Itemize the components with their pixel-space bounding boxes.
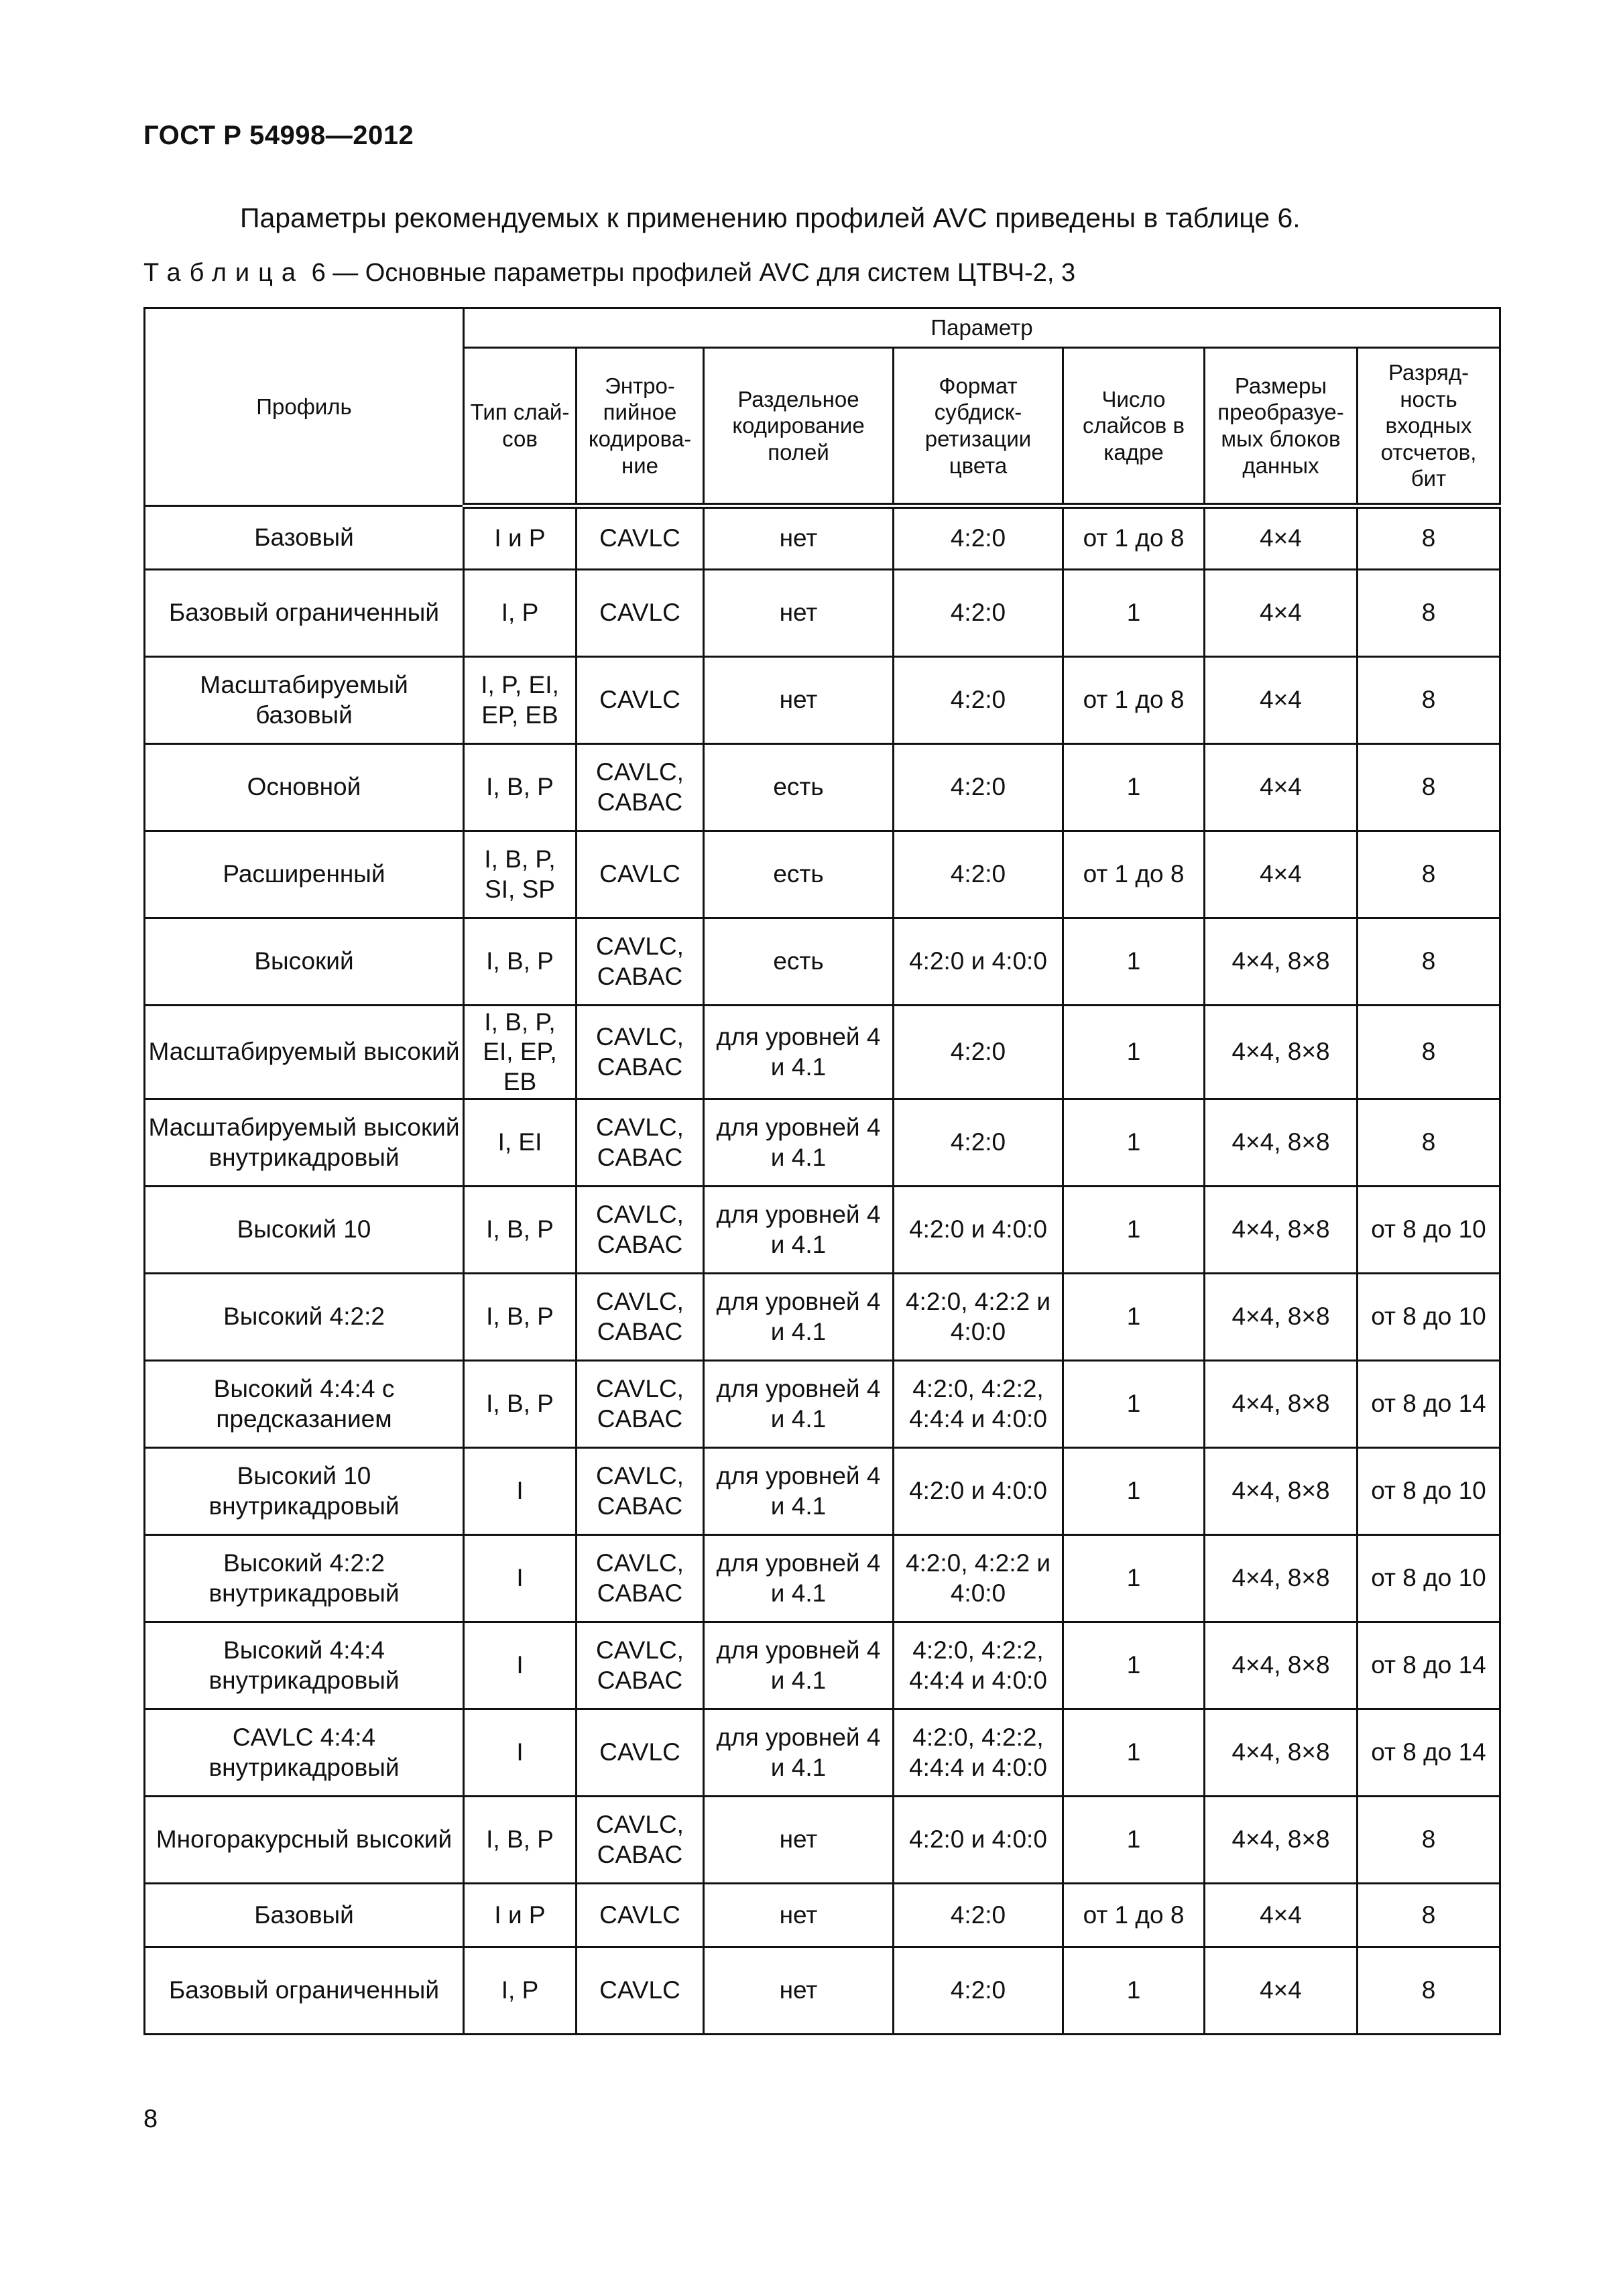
cell-profile: Базовый	[145, 1884, 464, 1947]
cell-block-sizes: 4×4	[1205, 1947, 1358, 2035]
document-header: ГОСТ Р 54998—2012	[143, 121, 414, 150]
cell-chroma-format: 4:2:0	[894, 831, 1063, 918]
cell-slice-type: I, B, P, EI, EP, EB	[464, 1006, 577, 1099]
cell-slices-per-frame: 1	[1063, 744, 1205, 831]
cell-field-coding: для уровней 4 и 4.1	[704, 1622, 894, 1709]
cell-slices-per-frame: 1	[1063, 1448, 1205, 1535]
cell-entropy-coding: CAVLC	[577, 506, 704, 570]
cell-bit-depth: 8	[1358, 1947, 1500, 2035]
cell-slice-type: I, B, P, SI, SP	[464, 831, 577, 918]
cell-block-sizes: 4×4, 8×8	[1205, 1361, 1358, 1448]
cell-slice-type: I, B, P	[464, 744, 577, 831]
table-row	[145, 506, 1500, 570]
cell-bit-depth: от 8 до 10	[1358, 1535, 1500, 1622]
cell-slice-type: I	[464, 1535, 577, 1622]
table-row	[145, 1709, 1500, 1797]
cell-entropy-coding: CAVLC, CABAC	[577, 1099, 704, 1187]
table-row	[145, 1361, 1500, 1448]
cell-slices-per-frame: 1	[1063, 1622, 1205, 1709]
cell-field-coding: нет	[704, 1797, 894, 1884]
header-bit-depth: Разряд-ность входных отсчетов, бит	[1358, 348, 1500, 506]
cell-bit-depth: 8	[1358, 918, 1500, 1006]
table-row	[145, 831, 1500, 918]
cell-slice-type: I	[464, 1622, 577, 1709]
header-field-coding: Раздельное кодирование полей	[704, 348, 894, 506]
cell-bit-depth: 8	[1358, 1797, 1500, 1884]
cell-bit-depth: от 8 до 14	[1358, 1361, 1500, 1448]
cell-block-sizes: 4×4, 8×8	[1205, 1535, 1358, 1622]
cell-bit-depth: 8	[1358, 570, 1500, 657]
cell-entropy-coding: CAVLC	[577, 657, 704, 744]
cell-profile: CAVLC 4:4:4 внутрикадровый	[145, 1709, 464, 1797]
cell-field-coding: нет	[704, 1884, 894, 1947]
cell-profile: Масштабируемый высокий внутрикадровый	[145, 1099, 464, 1187]
cell-profile: Высокий 4:2:2	[145, 1274, 464, 1361]
cell-field-coding: для уровней 4 и 4.1	[704, 1099, 894, 1187]
table-row	[145, 657, 1500, 744]
table-row	[145, 744, 1500, 831]
cell-entropy-coding: CAVLC	[577, 831, 704, 918]
cell-block-sizes: 4×4, 8×8	[1205, 1187, 1358, 1274]
cell-slices-per-frame: 1	[1063, 918, 1205, 1006]
cell-slices-per-frame: от 1 до 8	[1063, 831, 1205, 918]
cell-slice-type: I, P	[464, 570, 577, 657]
header-parameter-group: Параметр	[464, 308, 1500, 348]
cell-block-sizes: 4×4	[1205, 1884, 1358, 1947]
cell-slice-type: I, B, P	[464, 1797, 577, 1884]
cell-profile: Масштабируемый базовый	[145, 657, 464, 744]
cell-chroma-format: 4:2:0	[894, 1884, 1063, 1947]
table-row	[145, 1622, 1500, 1709]
header-slice-type: Тип слай-сов	[464, 348, 577, 506]
cell-entropy-coding: CAVLC, CABAC	[577, 918, 704, 1006]
cell-chroma-format: 4:2:0	[894, 1947, 1063, 2035]
cell-block-sizes: 4×4, 8×8	[1205, 1709, 1358, 1797]
cell-slice-type: I, B, P	[464, 1274, 577, 1361]
table-row	[145, 1099, 1500, 1187]
cell-block-sizes: 4×4, 8×8	[1205, 918, 1358, 1006]
header-transform-block-sizes: Размеры преобразуе-мых блоков данных	[1205, 348, 1358, 506]
cell-field-coding: для уровней 4 и 4.1	[704, 1448, 894, 1535]
cell-slices-per-frame: от 1 до 8	[1063, 657, 1205, 744]
cell-slice-type: I, B, P	[464, 1361, 577, 1448]
cell-field-coding: есть	[704, 744, 894, 831]
cell-chroma-format: 4:2:0	[894, 744, 1063, 831]
cell-entropy-coding: CAVLC	[577, 1709, 704, 1797]
cell-slice-type: I и P	[464, 1884, 577, 1947]
cell-bit-depth: 8	[1358, 1006, 1500, 1099]
cell-profile: Базовый ограниченный	[145, 570, 464, 657]
cell-slices-per-frame: 1	[1063, 1535, 1205, 1622]
table-row	[145, 1187, 1500, 1274]
header-profile: Профиль	[145, 308, 464, 506]
cell-entropy-coding: CAVLC, CABAC	[577, 744, 704, 831]
cell-slice-type: I	[464, 1448, 577, 1535]
cell-slices-per-frame: 1	[1063, 1099, 1205, 1187]
cell-chroma-format: 4:2:0	[894, 657, 1063, 744]
cell-field-coding: для уровней 4 и 4.1	[704, 1535, 894, 1622]
cell-slices-per-frame: от 1 до 8	[1063, 506, 1205, 570]
header-chroma-format: Формат субдиск-ретизации цвета	[894, 348, 1063, 506]
table-row	[145, 1797, 1500, 1884]
cell-block-sizes: 4×4, 8×8	[1205, 1622, 1358, 1709]
intro-paragraph: Параметры рекомендуемых к применению профилей AVC приведены в таблице 6.	[240, 202, 1301, 233]
table-caption-label: Таблица	[143, 259, 304, 287]
cell-profile: Высокий 4:2:2 внутрикадровый	[145, 1535, 464, 1622]
cell-chroma-format: 4:2:0	[894, 506, 1063, 570]
cell-chroma-format: 4:2:0	[894, 570, 1063, 657]
cell-entropy-coding: CAVLC, CABAC	[577, 1622, 704, 1709]
cell-bit-depth: от 8 до 10	[1358, 1187, 1500, 1274]
profiles-table	[143, 307, 1501, 2035]
cell-profile: Высокий 10	[145, 1187, 464, 1274]
cell-block-sizes: 4×4	[1205, 506, 1358, 570]
cell-block-sizes: 4×4, 8×8	[1205, 1797, 1358, 1884]
cell-profile: Высокий 4:4:4 с предсказанием	[145, 1361, 464, 1448]
cell-block-sizes: 4×4, 8×8	[1205, 1006, 1358, 1099]
cell-entropy-coding: CAVLC	[577, 1947, 704, 2035]
table-caption	[143, 259, 1075, 288]
cell-profile: Высокий 4:4:4 внутрикадровый	[145, 1622, 464, 1709]
cell-profile: Базовый ограниченный	[145, 1947, 464, 2035]
cell-block-sizes: 4×4, 8×8	[1205, 1099, 1358, 1187]
cell-slices-per-frame: 1	[1063, 1187, 1205, 1274]
cell-bit-depth: 8	[1358, 506, 1500, 570]
cell-profile: Высокий 10 внутрикадровый	[145, 1448, 464, 1535]
cell-profile: Многоракурсный высокий	[145, 1797, 464, 1884]
cell-slices-per-frame: 1	[1063, 570, 1205, 657]
cell-slices-per-frame: 1	[1063, 1947, 1205, 2035]
cell-slices-per-frame: 1	[1063, 1006, 1205, 1099]
cell-bit-depth: 8	[1358, 657, 1500, 744]
cell-field-coding: для уровней 4 и 4.1	[704, 1274, 894, 1361]
cell-field-coding: для уровней 4 и 4.1	[704, 1187, 894, 1274]
cell-field-coding: для уровней 4 и 4.1	[704, 1709, 894, 1797]
page-number: 8	[143, 2105, 158, 2133]
cell-chroma-format: 4:2:0	[894, 1099, 1063, 1187]
cell-slice-type: I, B, P	[464, 918, 577, 1006]
cell-slice-type: I, P	[464, 1947, 577, 2035]
table-row	[145, 1006, 1500, 1099]
cell-field-coding: есть	[704, 918, 894, 1006]
cell-entropy-coding: CAVLC, CABAC	[577, 1448, 704, 1535]
cell-profile: Высокий	[145, 918, 464, 1006]
cell-chroma-format: 4:2:0, 4:2:2, 4:4:4 и 4:0:0	[894, 1361, 1063, 1448]
cell-field-coding: есть	[704, 831, 894, 918]
cell-field-coding: нет	[704, 570, 894, 657]
cell-field-coding: для уровней 4 и 4.1	[704, 1361, 894, 1448]
cell-bit-depth: 8	[1358, 1099, 1500, 1187]
cell-bit-depth: от 8 до 14	[1358, 1709, 1500, 1797]
cell-chroma-format: 4:2:0, 4:2:2, 4:4:4 и 4:0:0	[894, 1709, 1063, 1797]
cell-entropy-coding: CAVLC, CABAC	[577, 1187, 704, 1274]
cell-bit-depth: от 8 до 10	[1358, 1274, 1500, 1361]
cell-block-sizes: 4×4, 8×8	[1205, 1274, 1358, 1361]
header-entropy-coding: Энтро-пийное кодирова-ние	[577, 348, 704, 506]
cell-block-sizes: 4×4	[1205, 831, 1358, 918]
cell-profile: Расширенный	[145, 831, 464, 918]
cell-block-sizes: 4×4	[1205, 657, 1358, 744]
cell-slices-per-frame: 1	[1063, 1361, 1205, 1448]
cell-field-coding: нет	[704, 657, 894, 744]
cell-entropy-coding: CAVLC, CABAC	[577, 1274, 704, 1361]
cell-chroma-format: 4:2:0, 4:2:2, 4:4:4 и 4:0:0	[894, 1622, 1063, 1709]
cell-bit-depth: 8	[1358, 831, 1500, 918]
cell-profile: Масштабируемый высокий	[145, 1006, 464, 1099]
cell-chroma-format: 4:2:0 и 4:0:0	[894, 1448, 1063, 1535]
cell-entropy-coding: CAVLC, CABAC	[577, 1006, 704, 1099]
cell-bit-depth: 8	[1358, 744, 1500, 831]
cell-field-coding: для уровней 4 и 4.1	[704, 1006, 894, 1099]
cell-profile: Основной	[145, 744, 464, 831]
cell-entropy-coding: CAVLC, CABAC	[577, 1797, 704, 1884]
cell-bit-depth: 8	[1358, 1884, 1500, 1947]
table-caption-text: 6 — Основные параметры профилей AVC для систем ЦТВЧ-2, 3	[311, 259, 1076, 287]
cell-block-sizes: 4×4	[1205, 570, 1358, 657]
cell-chroma-format: 4:2:0 и 4:0:0	[894, 918, 1063, 1006]
cell-bit-depth: от 8 до 10	[1358, 1448, 1500, 1535]
cell-chroma-format: 4:2:0 и 4:0:0	[894, 1797, 1063, 1884]
cell-chroma-format: 4:2:0, 4:2:2 и 4:0:0	[894, 1274, 1063, 1361]
header-slices-per-frame: Число слайсов в кадре	[1063, 348, 1205, 506]
cell-slices-per-frame: 1	[1063, 1709, 1205, 1797]
cell-slice-type: I и P	[464, 506, 577, 570]
table-row	[145, 1884, 1500, 1947]
cell-chroma-format: 4:2:0 и 4:0:0	[894, 1187, 1063, 1274]
cell-slices-per-frame: от 1 до 8	[1063, 1884, 1205, 1947]
cell-block-sizes: 4×4	[1205, 744, 1358, 831]
cell-entropy-coding: CAVLC	[577, 570, 704, 657]
cell-slice-type: I, P, EI, EP, EB	[464, 657, 577, 744]
cell-bit-depth: от 8 до 14	[1358, 1622, 1500, 1709]
cell-chroma-format: 4:2:0, 4:2:2 и 4:0:0	[894, 1535, 1063, 1622]
cell-slices-per-frame: 1	[1063, 1274, 1205, 1361]
cell-block-sizes: 4×4, 8×8	[1205, 1448, 1358, 1535]
cell-slice-type: I	[464, 1709, 577, 1797]
cell-entropy-coding: CAVLC, CABAC	[577, 1535, 704, 1622]
table-row	[145, 1274, 1500, 1361]
cell-slices-per-frame: 1	[1063, 1797, 1205, 1884]
cell-chroma-format: 4:2:0	[894, 1006, 1063, 1099]
table-row	[145, 1448, 1500, 1535]
table-row	[145, 1535, 1500, 1622]
table-row	[145, 570, 1500, 657]
table-row	[145, 1947, 1500, 2035]
table-row	[145, 918, 1500, 1006]
cell-entropy-coding: CAVLC	[577, 1884, 704, 1947]
cell-entropy-coding: CAVLC, CABAC	[577, 1361, 704, 1448]
cell-profile: Базовый	[145, 506, 464, 570]
cell-slice-type: I, B, P	[464, 1187, 577, 1274]
cell-field-coding: нет	[704, 1947, 894, 2035]
cell-slice-type: I, EI	[464, 1099, 577, 1187]
cell-field-coding: нет	[704, 506, 894, 570]
